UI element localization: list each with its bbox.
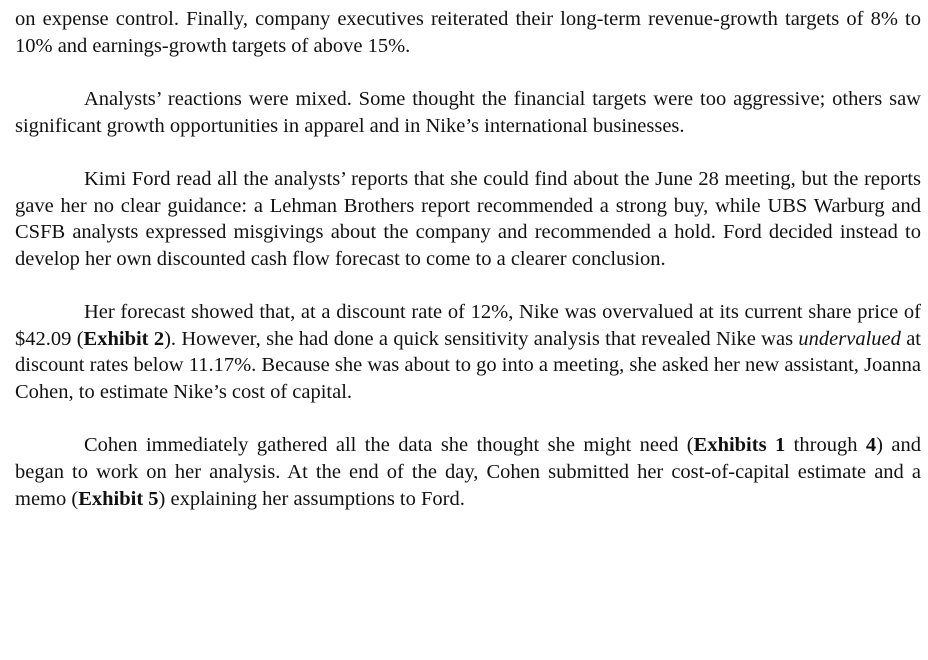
- paragraph-text: on expense control. Finally, company executives reiterated their long-term revenue-growth targets of 8% to 10% and earnings-growth targets of above 15%.: [15, 8, 921, 57]
- document-page: [15, 6, 921, 539]
- paragraph-kimi-ford-reports: [15, 166, 921, 272]
- exhibit-reference: 4: [865, 434, 877, 457]
- paragraph-text: through: [785, 434, 866, 457]
- paragraph-text: Her forecast showed that, at a discount rate of 12%, Nike was overvalued at its current share price of $42.09 (: [15, 301, 921, 350]
- paragraph-text: Kimi Ford read all the analysts’ reports that she could find about the June 28 meeting, but the reports gave her no clear guidance: a Lehman Brothers report recommended a strong buy, while UBS Warburg and CSFB analysts expressed misgivings about the company and recommended a hold. Ford decided instead to develop her own discounted cash flow forecast to come to a clearer conclusion.: [15, 167, 921, 270]
- exhibit-reference: Exhibit 5: [78, 487, 159, 510]
- paragraph-analyst-reactions: [15, 86, 921, 139]
- paragraph-text: ) explaining her assumptions to Ford.: [158, 487, 465, 510]
- paragraph-expense-control: [15, 6, 921, 59]
- paragraph-text: ). However, she had done a quick sensitivity analysis that revealed Nike was: [164, 327, 799, 350]
- paragraph-text: ) and began to work on her analysis. At the end of the day, Cohen submitted her cost-of-capital estimate and a memo (: [15, 434, 921, 510]
- exhibit-reference: Exhibit 2: [83, 327, 165, 350]
- paragraph-forecast: [15, 299, 921, 405]
- exhibit-reference: Exhibits 1: [693, 434, 786, 457]
- paragraph-cohen-analysis: [15, 432, 921, 512]
- paragraph-text: Analysts’ reactions were mixed. Some thought the financial targets were too aggressive; others saw significant growth opportunities in apparel and in Nike’s international businesses.: [15, 87, 921, 137]
- paragraph-text: Cohen immediately gathered all the data she thought she might need (: [84, 434, 694, 457]
- emphasis-text: undervalued: [798, 327, 901, 350]
- paragraph-text: at discount rates below 11.17%. Because she was about to go into a meeting, she asked her new assistant, Joanna Cohen, to estimate Nike’s cost of capital.: [15, 327, 921, 403]
